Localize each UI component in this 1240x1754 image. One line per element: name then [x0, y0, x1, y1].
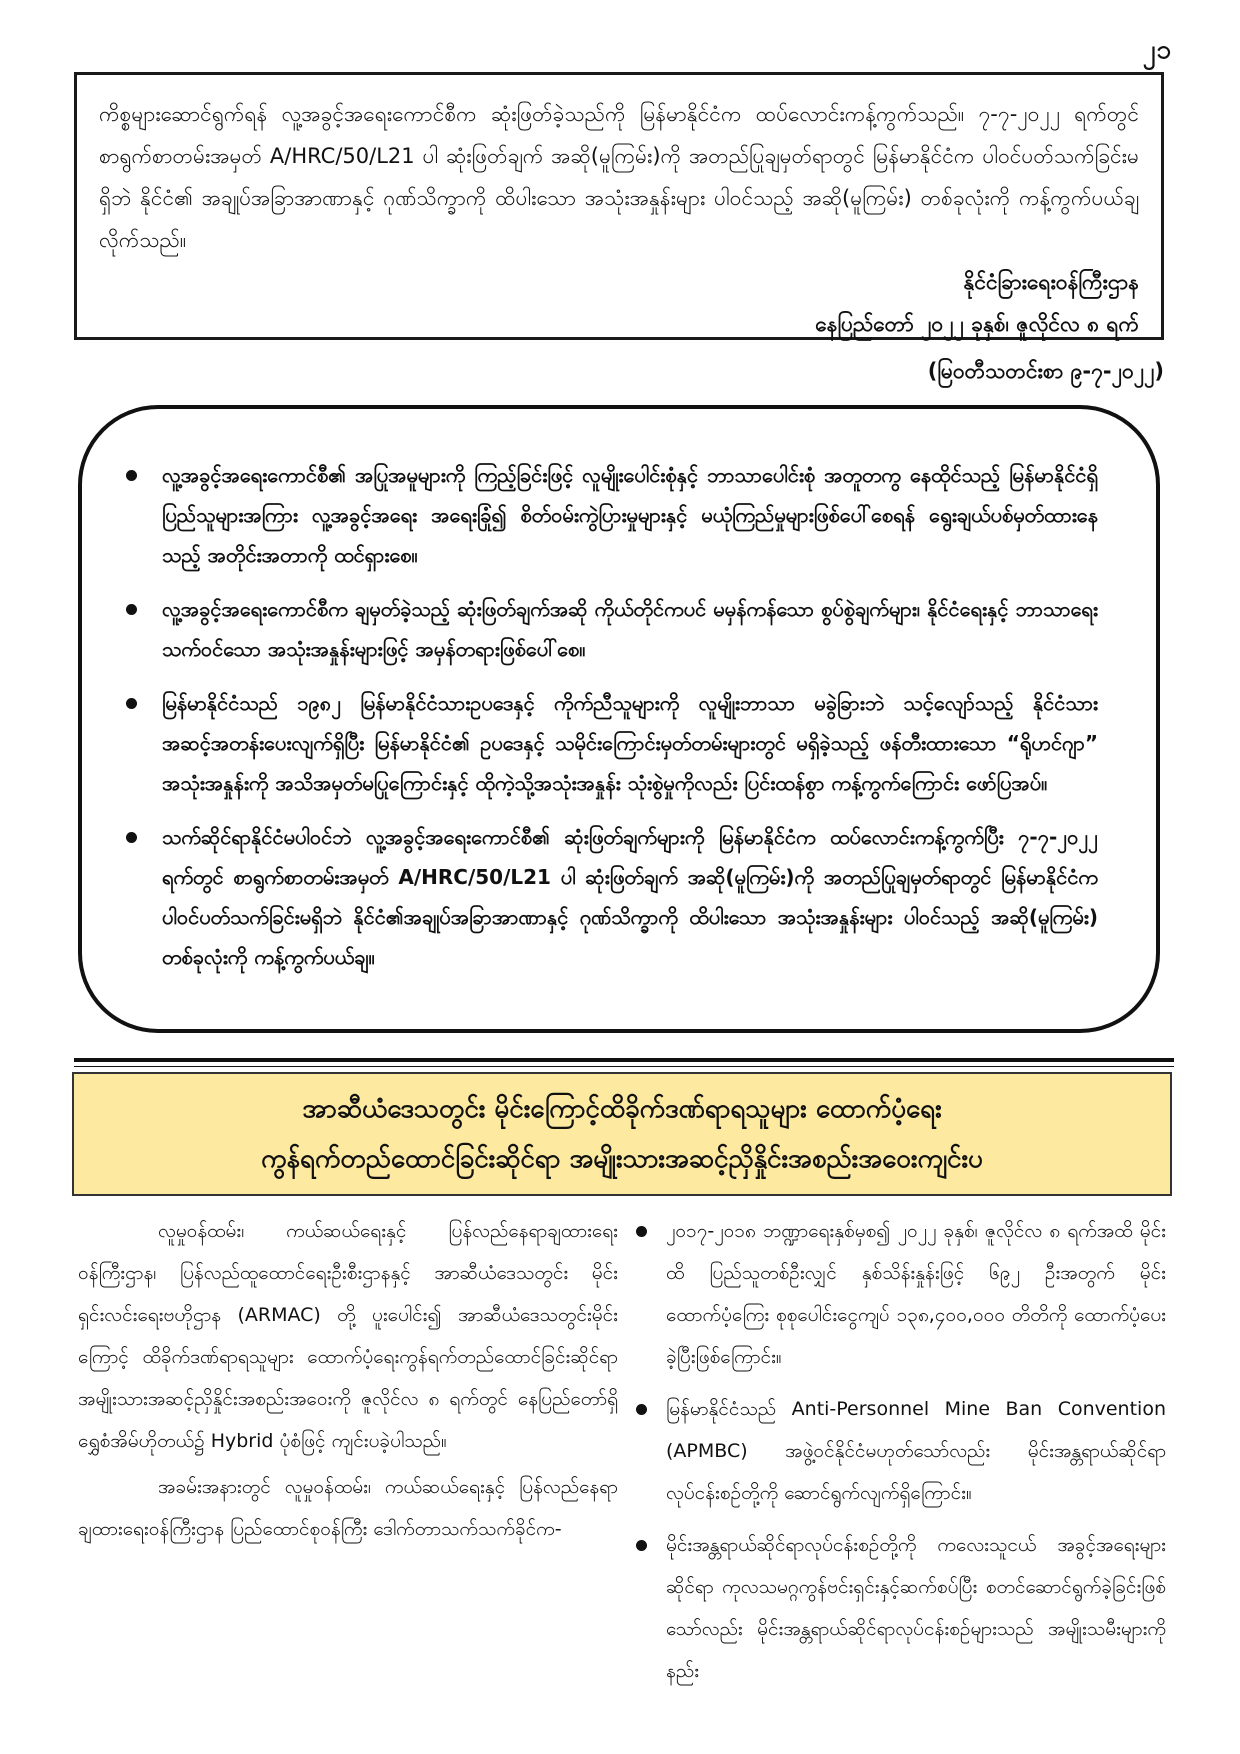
key-point-text: လူ့အခွင့်အရေးကောင်စီ၏ အပြုအမူများကို ကြည့်ခြင်းဖြင့် လူမျိုးပေါင်းစုံနှင့် ဘာသာပေါင်းစုံ အတူတကွ နေထိုင်သည့် မြန်မာနိုင်ငံရှိ ပြည်သူများအကြား လူ့အခွင့်အရေး အရေးခြုံ၍ စိတ်ဝမ်းကွဲပြားမှုများနှင့် မယုံကြည်မှုများဖြစ်ပေါ်စေရန် ရွေးချယ်ပစ်မှတ်ထားနေသည့် အတိုင်းအတာကို ထင်ရှားစေ။ — [162, 463, 1098, 567]
bullet-icon — [126, 604, 137, 615]
article-point-text: မြန်မာနိုင်ငံသည် Anti-Personnel Mine Ban Convention (APMBC) အဖွဲ့ဝင်နိုင်ငံမဟုတ်သော်လည်း မိုင်းအန္တရာယ်ဆိုင်ရာလုပ်ငန်းစဉ်တို့ကို ဆောင်ရွက်လျက်ရှိကြောင်း။ — [666, 1398, 1166, 1504]
statement-text: ကိစ္စများဆောင်ရွက်ရန် လူ့အခွင့်အရေးကောင်စီက ဆုံးဖြတ်ခဲ့သည်ကို မြန်မာနိုင်ငံက ထပ်လောင်းကန့်ကွက်သည်။ ၇-၇-၂၀၂၂ ရက်တွင် စာရွက်စာတမ်းအမှတ် A/HRC/50/L21 ပါ ဆုံးဖြတ်ချက် အဆို(မူကြမ်း)ကို အတည်ပြုချမှတ်ရာတွင် မြန်မာနိုင်ငံက ပါဝင်ပတ်သက်ခြင်းမရှိဘဲ နိုင်ငံ၏ အချုပ်အခြာအာဏာနှင့် ဂုဏ်သိက္ခာကို ထိပါးသော အသုံးအနှုန်းများ ပါဝင်သည့် အဆို(မူကြမ်း) တစ်ခုလုံးကို ကန့်ကွက်ပယ်ချလိုက်သည်။ — [99, 102, 1139, 252]
section-divider-thin — [74, 1066, 1174, 1067]
key-point — [126, 589, 1098, 669]
article-right-column — [636, 1210, 1166, 1702]
statement-box — [74, 72, 1164, 340]
key-point — [126, 683, 1098, 803]
article-point-text: မိုင်းအန္တရာယ်ဆိုင်ရာလုပ်ငန်းစဉ်တို့ကို ကလေးသူငယ် အခွင့်အရေးများဆိုင်ရာ ကုလသမဂ္ဂကွန်ဗင်းရှင်းနှင့်ဆက်စပ်ပြီး စတင်ဆောင်ရွက်ခဲ့ခြင်းဖြစ်သော်လည်း မိုင်းအန္တရာယ်ဆိုင်ရာလုပ်ငန်းစဉ်များသည် အမျိုးသမီးများကို နည်း — [666, 1534, 1166, 1682]
article-title-box — [72, 1072, 1172, 1196]
article-point — [636, 1524, 1166, 1692]
key-point — [126, 817, 1098, 977]
key-point-text: သက်ဆိုင်ရာနိုင်ငံမပါဝင်ဘဲ လူ့အခွင့်အရေးကောင်စီ၏ ဆုံးဖြတ်ချက်များကို မြန်မာနိုင်ငံက ထပ်လောင်းကန့်ကွက်ပြီး ၇-၇-၂၀၂၂ ရက်တွင် စာရွက်စာတမ်းအမှတ် A/HRC/50/L21 ပါ ဆုံးဖြတ်ချက် အဆို(မူကြမ်း)ကို အတည်ပြုချမှတ်ရာတွင် မြန်မာနိုင်ငံက ပါဝင်ပတ်သက်ခြင်းမရှိဘဲ နိုင်ငံ၏အချုပ်အခြာအာဏာနှင့် ဂုဏ်သိက္ခာကို ထိပါးသော အသုံးအနှုန်းများ ပါဝင်သည့် အဆို(မူကြမ်း) တစ်ခုလုံးကို ကန့်ကွက်ပယ်ချ။ — [162, 825, 1098, 969]
bullet-icon — [126, 832, 137, 843]
bullet-icon — [636, 1404, 647, 1415]
bullet-icon — [636, 1540, 647, 1551]
article-points-list — [636, 1210, 1166, 1692]
key-point-text: လူ့အခွင့်အရေးကောင်စီက ချမှတ်ခဲ့သည့် ဆုံးဖြတ်ချက်အဆို ကိုယ်တိုင်ကပင် မမှန်ကန်သော စွပ်စွဲချက်များ၊ နိုင်ငံရေးနှင့် ဘာသာရေးသက်ဝင်သော အသုံးအနှုန်းများဖြင့် အမှန်တရားဖြစ်ပေါ်စေ။ — [162, 597, 1098, 661]
article-title-line-2: ကွန်ရက်တည်ထောင်ခြင်းဆိုင်ရာ အမျိုးသားအဆင့်ညှိနှိုင်းအစည်းအဝေးကျင်းပ — [261, 1144, 983, 1174]
key-points-box — [78, 405, 1160, 1033]
bullet-icon — [126, 470, 137, 481]
key-point-text: မြန်မာနိုင်ငံသည် ၁၉၈၂ မြန်မာနိုင်ငံသားဥပဒေနှင့် ကိုက်ညီသူများကို လူမျိုးဘာသာ မခွဲခြားဘဲ သင့်လျော်သည့် နိုင်ငံသားအဆင့်အတန်းပေးလျက်ရှိပြီး မြန်မာနိုင်ငံ၏ ဥပဒေနှင့် သမိုင်းကြောင်းမှတ်တမ်းများတွင် မရှိခဲ့သည့် ဖန်တီးထားသော “ရိုဟင်ဂျာ” အသုံးအနှုန်းကို အသိအမှတ်မပြုကြောင်းနှင့် ထိုကဲ့သို့အသုံးအနှုန်း သုံးစွဲမှုကိုလည်း ပြင်းထန်စွာ ကန့်ကွက်ကြောင်း ဖော်ပြအပ်။ — [162, 691, 1098, 795]
page-number: ၂၁ — [1142, 35, 1172, 65]
key-point — [126, 455, 1098, 575]
section-divider — [74, 1058, 1174, 1062]
article-left-column — [78, 1210, 618, 1554]
signature-date: နေပြည်တော် ၂၀၂၂ ခုနှစ်၊ ဇူလိုင်လ ၈ ရက် — [815, 312, 1139, 336]
bullet-icon — [126, 698, 137, 709]
article-point — [636, 1388, 1166, 1514]
article-paragraph: အခမ်းအနားတွင် လူမှုဝန်ထမ်း၊ ကယ်ဆယ်ရေးနှင့် ပြန်လည်နေရာချထားရေးဝန်ကြီးဌာန ပြည်ထောင်စုဝန်ကြီး ဒေါက်တာသက်သက်ခိုင်က- — [78, 1476, 618, 1540]
article-point — [636, 1210, 1166, 1378]
article-point-text: ၂၀၁၇-၂၀၁၈ ဘဏ္ဍာရေးနှစ်မှစ၍ ၂၀၂၂ ခုနှစ်၊ ဇူလိုင်လ ၈ ရက်အထိ မိုင်းထိ ပြည်သူတစ်ဦးလျှင် နှစ်သိန်းနှုန်းဖြင့် ၆၉၂ ဦးအတွက် မိုင်းထောက်ပံ့ကြေး စုစုပေါင်းငွေကျပ် ၁၃၈,၄၀၀,၀၀၀ တိတိကို ထောက်ပံ့ပေးခဲ့ပြီးဖြစ်ကြောင်း။ — [666, 1220, 1166, 1368]
article-paragraph: လူမှုဝန်ထမ်း၊ ကယ်ဆယ်ရေးနှင့် ပြန်လည်နေရာချထားရေးဝန်ကြီးဌာန၊ ပြန်လည်ထူထောင်ရေးဦးစီးဌာနနှင့် အာဆီယံဒေသတွင်း မိုင်းရှင်းလင်းရေးဗဟိုဌာန (ARMAC) တို့ ပူးပေါင်း၍ အာဆီယံဒေသတွင်းမိုင်းကြောင့် ထိခိုက်ဒဏ်ရာရသူများ ထောက်ပံ့ရေးကွန်ရက်တည်ထောင်ခြင်းဆိုင်ရာ အမျိုးသားအဆင့်ညှိနှိုင်းအစည်းအဝေးကို ဇူလိုင်လ ၈ ရက်တွင် နေပြည်တော်ရှိ ရွှေစံအိမ်ဟိုတယ်၌ Hybrid ပုံစံဖြင့် ကျင်းပခဲ့ပါသည်။ — [78, 1220, 618, 1452]
source-citation: (မြဝတီသတင်းစာ ၉-၇-၂၀၂၂) — [927, 359, 1164, 383]
bullet-icon — [636, 1226, 647, 1237]
key-points-list — [126, 455, 1098, 977]
article-title-line-1: အာဆီယံဒေသတွင်း မိုင်းကြောင့်ထိခိုက်ဒဏ်ရာရသူများ ထောက်ပံ့ရေး — [302, 1094, 942, 1124]
signature-org: နိုင်ငံခြားရေးဝန်ကြီးဌာန — [963, 270, 1139, 294]
